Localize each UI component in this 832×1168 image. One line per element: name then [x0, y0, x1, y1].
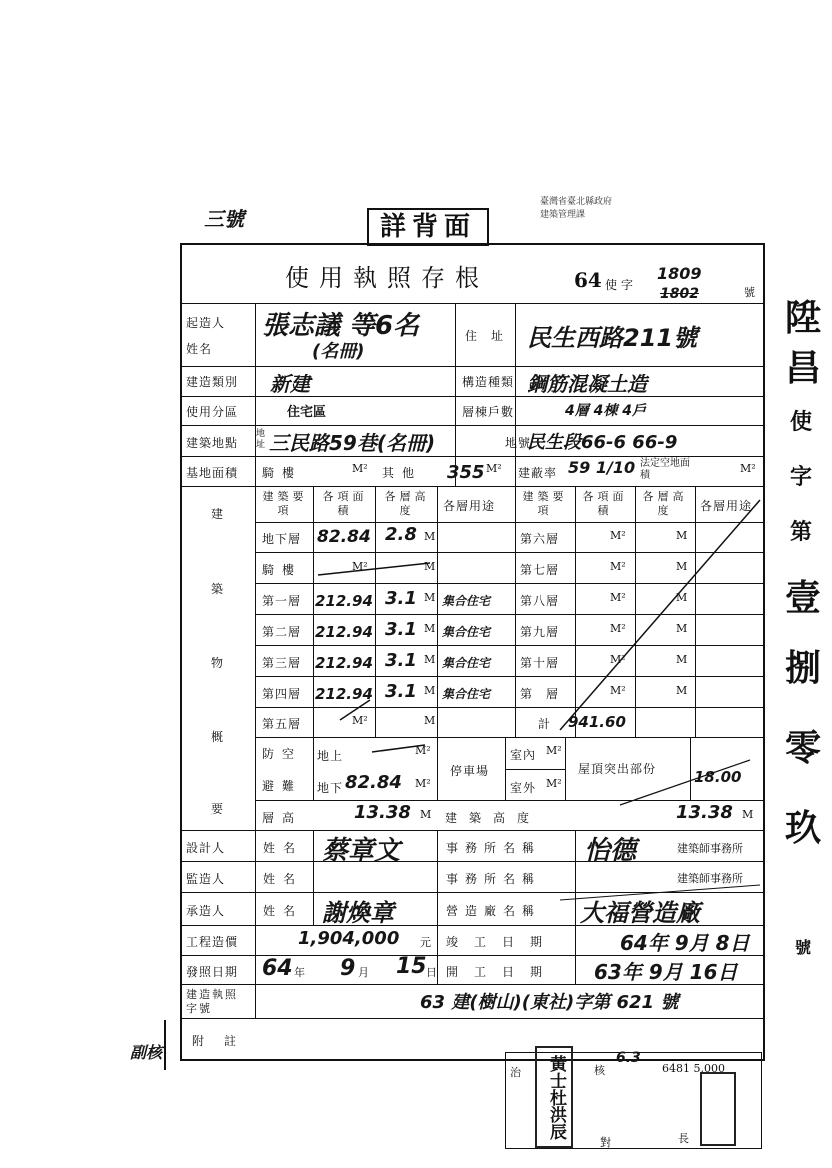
right-char-2: 昌 [785, 347, 822, 389]
floor-2-use: 集合住宅 [442, 625, 491, 639]
label-above: 地上 [317, 749, 344, 763]
label-owner: 起造人 [186, 316, 226, 330]
top-left-mark: 三號 [204, 207, 244, 231]
section-char-3: 物 [211, 656, 225, 670]
label-arcade-floor: 騎樓 [262, 563, 303, 577]
site-address: 三民路59巷(名冊) [269, 431, 436, 455]
coverage-ratio: 59 1/10 [568, 458, 636, 477]
col-area-header: 各項面積 [322, 490, 368, 517]
section-char-4: 概 [211, 730, 225, 744]
structure-type: 鋼筋混凝土造 [527, 372, 647, 396]
section-char-1: 建 [211, 507, 225, 521]
label-designer-office: 事務所名稱 [446, 841, 542, 855]
label-supervisor: 監造人 [186, 872, 226, 886]
label-open-space: 法定空地面積 [640, 458, 690, 481]
issue-month: 9 [340, 956, 356, 981]
label-coverage: 建蔽率 [518, 466, 558, 480]
right-char-7: 捌 [785, 647, 822, 689]
approval-label-c: 對 [600, 1136, 611, 1149]
label-floor-1: 第一層 [262, 594, 302, 608]
issue-day: 15 [396, 954, 427, 979]
section-char-2: 築 [211, 582, 225, 596]
label-notes: 附註 [192, 1034, 257, 1048]
label-use-zone: 使用分區 [186, 405, 239, 419]
col-use-header: 各層用途 [443, 499, 496, 513]
approval-label-d: 長 [678, 1132, 689, 1145]
approval-label-b: 核 [594, 1064, 605, 1077]
label-cost: 工程造價 [186, 935, 239, 949]
label-floor-9: 第九層 [520, 625, 560, 639]
shelter-below-area: 82.84 [345, 772, 402, 793]
license-char: 使字 [605, 278, 638, 292]
label-parking: 停車場 [450, 764, 490, 778]
stamp-chief [700, 1072, 736, 1146]
issue-year: 64 [262, 956, 293, 981]
floors-units: 4層 4棟 4戶 [565, 403, 646, 419]
form-print-number: 6481 5,000 [662, 1062, 725, 1075]
label-floor-2: 第二層 [262, 625, 302, 639]
floor-3-area: 212.94 [315, 654, 373, 672]
cost-value: 1,904,000 [298, 928, 400, 949]
floor-4-use: 集合住宅 [442, 687, 491, 701]
total-area: 941.60 [568, 713, 626, 731]
label-contractor-name: 姓名 [263, 904, 304, 918]
top-right-stamp: 臺灣省臺北縣政府 建築管理課 [540, 197, 613, 220]
floor-1-use: 集合住宅 [442, 594, 491, 608]
col-use-header-2: 各層用途 [700, 499, 753, 513]
label-site: 建築地點 [186, 436, 239, 450]
floor-1-area: 212.94 [315, 592, 373, 610]
floor-4-height: 3.1 [385, 681, 417, 702]
label-building-type: 建造類別 [186, 375, 239, 389]
floor-2-area: 212.94 [315, 623, 373, 641]
building-type: 新建 [270, 372, 310, 396]
floor-3-height: 3.1 [385, 650, 417, 671]
right-char-3: 使 [790, 409, 813, 435]
label-designer: 設計人 [186, 841, 226, 855]
license-number-struck: 1802 [660, 286, 699, 302]
label-floors-units: 層棟戶數 [462, 405, 515, 419]
label-contractor-factory: 營造廠名稱 [446, 904, 542, 918]
license-year: 64 [574, 268, 602, 292]
roof-proj-area: 18.00 [694, 768, 742, 786]
label-total: 計 [538, 717, 552, 731]
label-floor-8: 第八層 [520, 594, 560, 608]
floor-3-use: 集合住宅 [442, 656, 491, 670]
label-shelter-1: 防空 [262, 747, 303, 761]
owner-address: 民生西路211號 [527, 324, 698, 352]
floor-1-height: 3.1 [385, 588, 417, 609]
basement-area: 82.84 [317, 527, 371, 547]
right-char-1: 陞 [785, 297, 822, 339]
floor-4-area: 212.94 [315, 685, 373, 703]
section-char-5: 要 [211, 802, 225, 816]
floor-2-height: 3.1 [385, 619, 417, 640]
form-title: 使用執照存根 [285, 264, 489, 292]
contractor-factory: 大福營造廠 [580, 899, 700, 927]
stamp-date: 6.3 [616, 1050, 641, 1066]
right-char-6: 壹 [785, 577, 822, 619]
label-architect-office-2: 建築師事務所 [677, 872, 743, 885]
label-floor-n: 第 層 [520, 687, 560, 701]
label-arcade: 騎樓 [262, 466, 303, 480]
left-margin-text: 副核 [130, 1043, 163, 1062]
bldg-height: 13.38 [676, 802, 733, 823]
contractor-name: 謝煥章 [322, 899, 394, 927]
label-start-date: 開工日期 [446, 965, 559, 979]
site-lot: 民生段66-6 66-9 [527, 432, 678, 453]
label-floor-5: 第五層 [262, 717, 302, 731]
owner-note: (名冊) [312, 341, 365, 362]
basement-height: 2.8 [385, 524, 417, 545]
license-number: 1809 [657, 264, 702, 283]
label-contractor: 承造人 [186, 904, 226, 918]
label-below: 地下 [317, 781, 344, 795]
other-area: 355 [447, 462, 485, 483]
label-outdoor: 室外 [510, 781, 537, 795]
col-floor-header: 建築要項 [262, 490, 308, 517]
label-roof-proj: 屋頂突出部份 [578, 762, 657, 776]
col-area-header-2: 各項面積 [582, 490, 628, 517]
label-building-permit: 建造執照字號 [186, 988, 238, 1015]
license-suffix: 號 [744, 286, 755, 299]
col-floor-header-2: 建築要項 [522, 490, 568, 517]
label-designer-name: 姓名 [263, 841, 304, 855]
col-height-header: 各層高度 [384, 490, 430, 517]
right-char-8: 零 [785, 727, 822, 769]
label-floor-7: 第七層 [520, 563, 560, 577]
owner-name: 張志議 等6名 [262, 311, 420, 341]
header-tag: 詳背面 [367, 208, 489, 246]
label-completion: 竣工日期 [446, 935, 559, 949]
stamp-inspector: 黃士杜洪辰 [535, 1046, 573, 1148]
designer-name: 蔡章文 [322, 836, 401, 866]
label-floor-height: 層高 [262, 811, 303, 825]
label-address: 住址 [465, 329, 518, 343]
completion-date: 64年 9月 8日 [620, 931, 750, 955]
label-floor-4: 第四層 [262, 687, 302, 701]
label-floor-3: 第三層 [262, 656, 302, 670]
label-shelter-2: 避難 [262, 779, 303, 793]
label-floor-6: 第六層 [520, 532, 560, 546]
label-supervisor-name: 姓名 [263, 872, 304, 886]
label-bldg-height: 建築高度 [445, 811, 542, 825]
label-basement: 地下層 [262, 532, 302, 546]
right-char-10: 號 [795, 938, 812, 957]
building-permit: 63 建(樹山)(東社)字第 621 號 [420, 992, 679, 1013]
label-owner-name: 姓名 [186, 342, 213, 356]
label-structure-type: 構造種類 [462, 375, 515, 389]
label-issue-date: 發照日期 [186, 965, 239, 979]
start-date: 63年 9月 16日 [594, 960, 738, 984]
designer-office: 怡德 [584, 836, 637, 866]
label-site-addr: 地址 [256, 429, 266, 450]
floor-height: 13.38 [354, 802, 411, 823]
right-char-9: 玖 [785, 807, 822, 849]
right-char-4: 字 [790, 464, 813, 490]
use-zone: 住宅區 [287, 405, 327, 420]
label-land-area: 基地面積 [186, 466, 239, 480]
approval-label-a: 治 [510, 1066, 521, 1079]
label-site-lot: 地號 [505, 436, 532, 450]
label-other: 其他 [382, 466, 423, 480]
right-char-5: 第 [790, 519, 813, 545]
label-indoor: 室內 [510, 748, 537, 762]
label-architect-office-1: 建築師事務所 [677, 842, 743, 855]
label-floor-10: 第十層 [520, 656, 560, 670]
col-height-header-2: 各層高度 [642, 490, 688, 517]
label-supervisor-office: 事務所名稱 [446, 872, 542, 886]
